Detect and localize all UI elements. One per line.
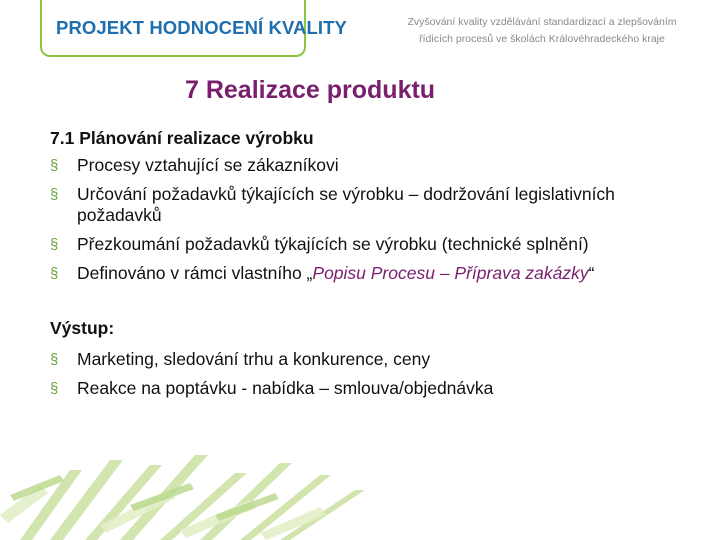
- bullet-icon: §: [50, 351, 59, 368]
- list-item: [50, 349, 690, 370]
- project-logo: [40, 0, 347, 57]
- list-item-text: Marketing, sledování trhu a konkurence, ceny: [77, 349, 431, 369]
- bullet-icon: §: [50, 236, 59, 253]
- output-heading: Výstup:: [50, 318, 115, 338]
- list-item-text: Přezkoumání požadavků týkajících se výrobku (technické splnění): [77, 234, 589, 254]
- list-item: [50, 234, 690, 255]
- bullet-icon: §: [50, 380, 59, 397]
- header-subtitle: [392, 14, 692, 48]
- list-item: [50, 184, 690, 226]
- bullet-icon: §: [50, 265, 59, 282]
- output-bullet-list: [50, 349, 690, 399]
- bullet-icon: §: [50, 186, 59, 203]
- header-subtitle-line-1: Zvyšování kvality vzdělávání standardizací a zlepšováním: [407, 16, 677, 28]
- slide-content: [50, 128, 690, 407]
- logo-text: PROJEKT HODNOCENÍ KVALITY: [56, 17, 347, 38]
- header-subtitle-line-2: řídicích procesů ve školách Královéhradeckého kraje: [419, 33, 665, 45]
- bullet-icon: §: [50, 157, 59, 174]
- list-item-text: Určování požadavků týkajících se výrobku – dodržování legislativních požadavků: [77, 184, 615, 225]
- list-item-text: Reakce na poptávku - nabídka – smlouva/objednávka: [77, 378, 494, 398]
- section-heading: 7.1 Plánování realizace výrobku: [50, 128, 314, 148]
- bullet-list: [50, 155, 690, 284]
- slide-title: 7 Realizace produktu: [185, 76, 436, 104]
- list-item-text-after: “: [588, 263, 595, 283]
- process-description-highlight: Popisu Procesu – Příprava zakázky: [312, 263, 589, 283]
- list-item-text-before: Definováno v rámci vlastního „: [77, 263, 313, 283]
- decorative-stripes: [0, 445, 720, 540]
- list-item: [50, 263, 690, 284]
- list-item-text: Procesy vztahující se zákazníkovi: [77, 155, 339, 175]
- list-item: [50, 155, 690, 176]
- list-item: [50, 378, 690, 399]
